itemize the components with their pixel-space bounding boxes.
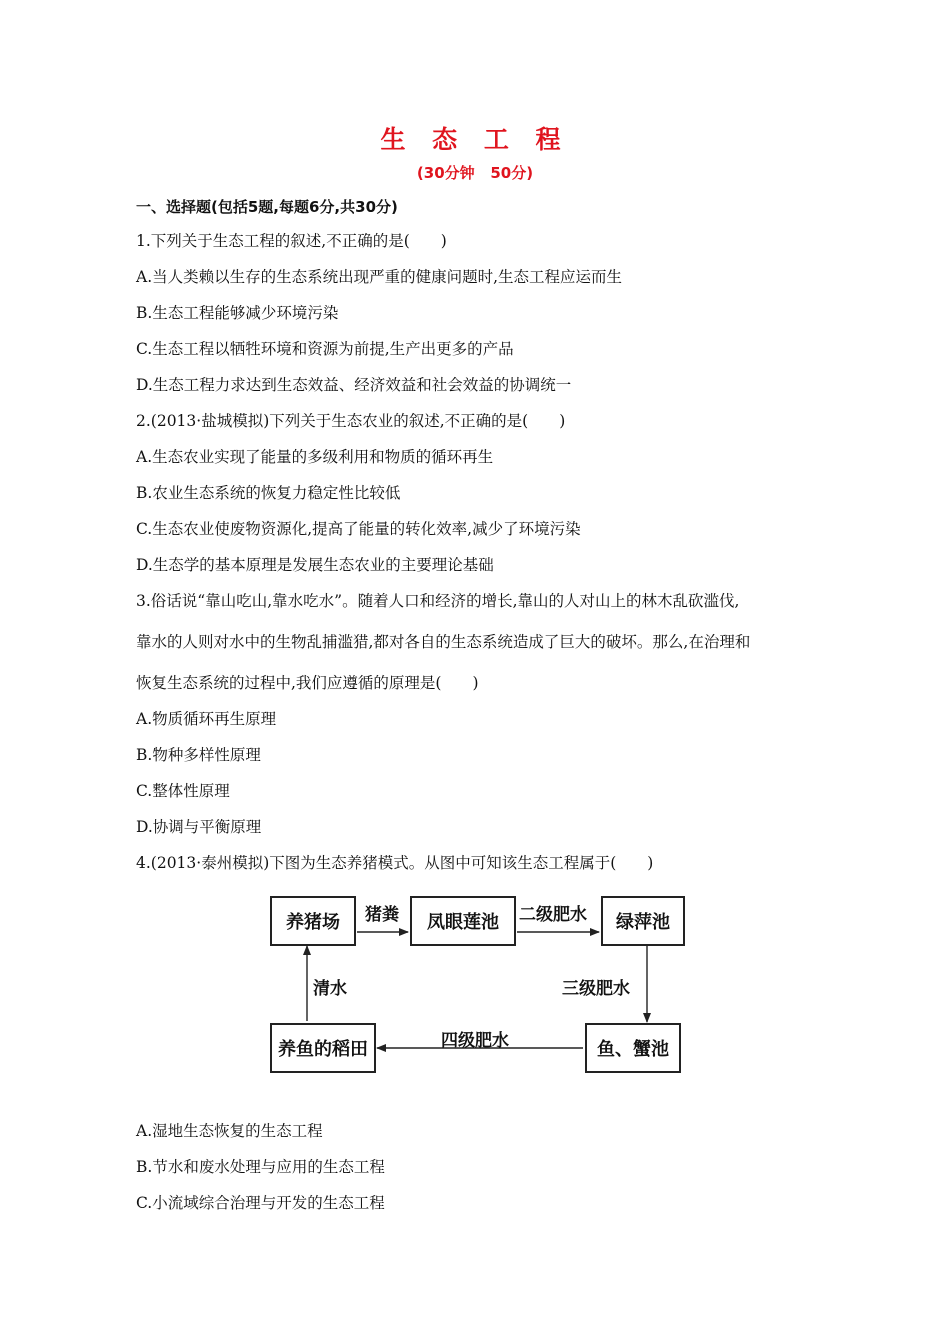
node-rice-field: 养鱼的稻田 [270, 1023, 376, 1073]
node-lotus-pond: 凤眼莲池 [410, 896, 516, 946]
q4-option-c: C.小流域综合治理与开发的生态工程 [136, 1194, 385, 1212]
q2-option-c: C.生态农业使废物资源化,提高了能量的转化效率,减少了环境污染 [136, 520, 581, 538]
q1-option-b: B.生态工程能够减少环境污染 [136, 304, 339, 322]
node-pig-farm: 养猪场 [270, 896, 356, 946]
label-level4: 四级肥水 [441, 1031, 509, 1051]
pig-farming-diagram [265, 888, 685, 1078]
q3-stem-line2: 靠水的人则对水中的生物乱捕滥猎,都对各自的生态系统造成了巨大的破坏。那么,在治理和 [136, 633, 751, 651]
q3-option-a: A.物质循环再生原理 [136, 710, 277, 728]
page-title: 生 态 工 程 [380, 125, 570, 154]
label-pig-manure: 猪粪 [365, 905, 399, 925]
q1-option-a: A.当人类赖以生存的生态系统出现严重的健康问题时,生态工程应运而生 [136, 268, 623, 286]
q1-option-c: C.生态工程以牺牲环境和资源为前提,生产出更多的产品 [136, 340, 514, 358]
q4-option-a: A.湿地生态恢复的生态工程 [136, 1122, 323, 1140]
q1-stem: 1.下列关于生态工程的叙述,不正确的是( ) [136, 232, 447, 250]
q1-option-d: D.生态工程力求达到生态效益、经济效益和社会效益的协调统一 [136, 376, 572, 394]
q3-option-b: B.物种多样性原理 [136, 746, 261, 764]
q4-stem: 4.(2013·泰州模拟)下图为生态养猪模式。从图中可知该生态工程属于( ) [136, 854, 654, 872]
section-heading: 一、选择题(包括5题,每题6分,共30分) [136, 198, 398, 216]
label-clear-water: 清水 [313, 979, 347, 999]
page-subtitle: (30分钟 50分) [416, 164, 534, 182]
q3-stem-line1: 3.俗话说“靠山吃山,靠水吃水”。随着人口和经济的增长,靠山的人对山上的林木乱砍滥伐, [136, 592, 740, 610]
label-level3: 三级肥水 [562, 979, 630, 999]
q4-option-b: B.节水和废水处理与应用的生态工程 [136, 1158, 385, 1176]
node-duckweed-pond: 绿萍池 [601, 896, 685, 946]
label-level2: 二级肥水 [519, 905, 587, 925]
q3-option-c: C.整体性原理 [136, 782, 230, 800]
q3-option-d: D.协调与平衡原理 [136, 818, 262, 836]
node-fish-crab-pond: 鱼、蟹池 [585, 1023, 681, 1073]
q2-option-b: B.农业生态系统的恢复力稳定性比较低 [136, 484, 401, 502]
q2-stem: 2.(2013·盐城模拟)下列关于生态农业的叙述,不正确的是( ) [136, 412, 566, 430]
q2-option-d: D.生态学的基本原理是发展生态农业的主要理论基础 [136, 556, 494, 574]
q3-stem-line3: 恢复生态系统的过程中,我们应遵循的原理是( ) [136, 674, 479, 692]
q2-option-a: A.生态农业实现了能量的多级利用和物质的循环再生 [136, 448, 494, 466]
